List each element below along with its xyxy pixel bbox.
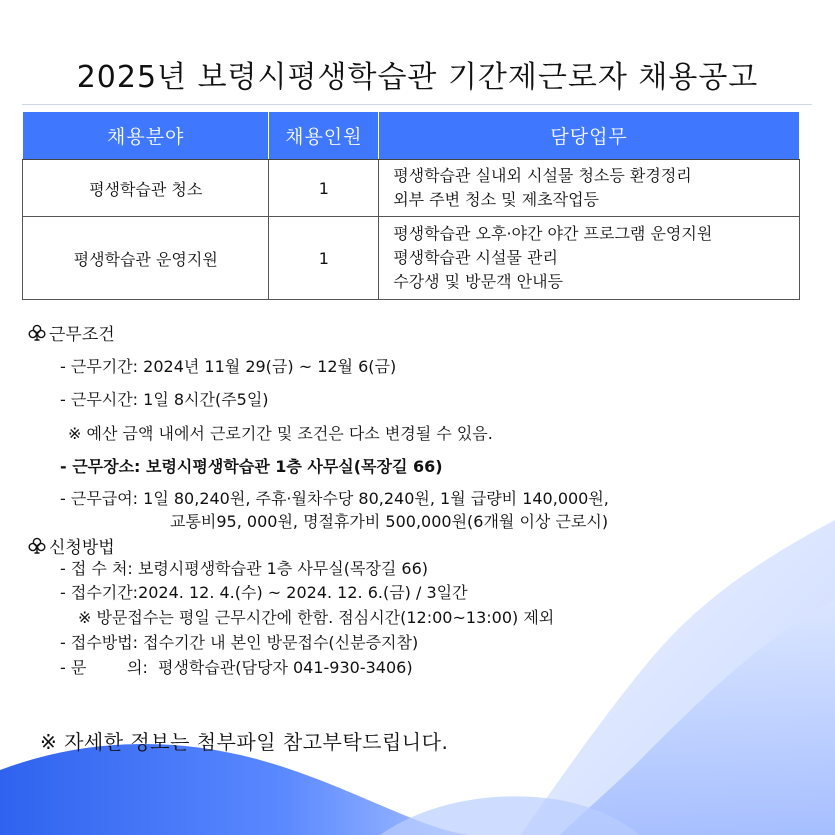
work-place: - 근무장소: 보령시평생학습관 1층 사무실(목장길 66) (60, 457, 443, 476)
duty-line: 평생학습관 실내외 시설물 청소등 환경정리 (393, 166, 692, 185)
table-row (23, 217, 800, 300)
conditions-heading-label: 근무조건 (49, 325, 115, 345)
duties-cell (379, 160, 800, 217)
application-heading (28, 533, 115, 558)
duty-line: 외부 주변 청소 및 제초작업등 (393, 190, 600, 209)
application-office: - 접 수 처: 보령시평생학습관 1층 사무실(목장길 66) (60, 559, 428, 578)
table-header-row (23, 112, 800, 160)
count-cell: 1 (269, 160, 379, 217)
recruitment-table (22, 111, 800, 300)
duty-line: 수강생 및 방문객 안내등 (393, 272, 564, 291)
page-title: 2025년 보령시평생학습관 기간제근로자 채용공고 (76, 60, 759, 95)
conditions-heading (28, 320, 115, 345)
duties-cell (379, 217, 800, 300)
count-cell: 1 (269, 217, 379, 300)
duty-line: 평생학습관 시설물 관리 (393, 248, 558, 267)
title-divider (22, 104, 812, 105)
field-cell: 평생학습관 운영지원 (23, 217, 269, 300)
application-heading-label: 신청방법 (49, 538, 115, 558)
work-hours: - 근무시간: 1일 8시간(주5일) (60, 390, 269, 409)
work-pay-line2: 교통비95, 000원, 명절휴가비 500,000원(6개월 이상 근로시) (170, 512, 609, 531)
club-bullet-icon (28, 537, 46, 555)
work-pay-line1: - 근무급여: 1일 80,240원, 주휴·월차수당 80,240원, 1월 급량비 140,000원, (60, 489, 609, 508)
header-field: 채용분야 (23, 112, 269, 160)
header-duties: 담당업무 (379, 112, 800, 160)
application-period: - 접수기간:2024. 12. 4.(수) ~ 2024. 12. 6.(금) / 3일간 (60, 583, 468, 602)
table-row (23, 160, 800, 217)
work-period: - 근무기간: 2024년 11월 29(금) ~ 12월 6(금) (60, 357, 397, 376)
application-note: ※ 방문접수는 평일 근무시간에 한함. 점심시간(12:00~13:00) 제외 (78, 608, 555, 627)
condition-note: ※ 예산 금액 내에서 근로기간 및 조건은 다소 변경될 수 있음. (68, 424, 493, 443)
application-method: - 접수방법: 접수기간 내 본인 방문접수(신분증지참) (60, 633, 419, 652)
duty-line: 평생학습관 오후·야간 야간 프로그램 운영지원 (393, 224, 713, 243)
field-cell: 평생학습관 청소 (23, 160, 269, 217)
club-bullet-icon (28, 324, 46, 342)
application-inquiry: - 문 의: 평생학습관(담당자 041-930-3406) (60, 658, 413, 677)
footer-note: ※ 자세한 정보는 첨부파일 참고부탁드립니다. (40, 730, 449, 754)
header-count: 채용인원 (269, 112, 379, 160)
